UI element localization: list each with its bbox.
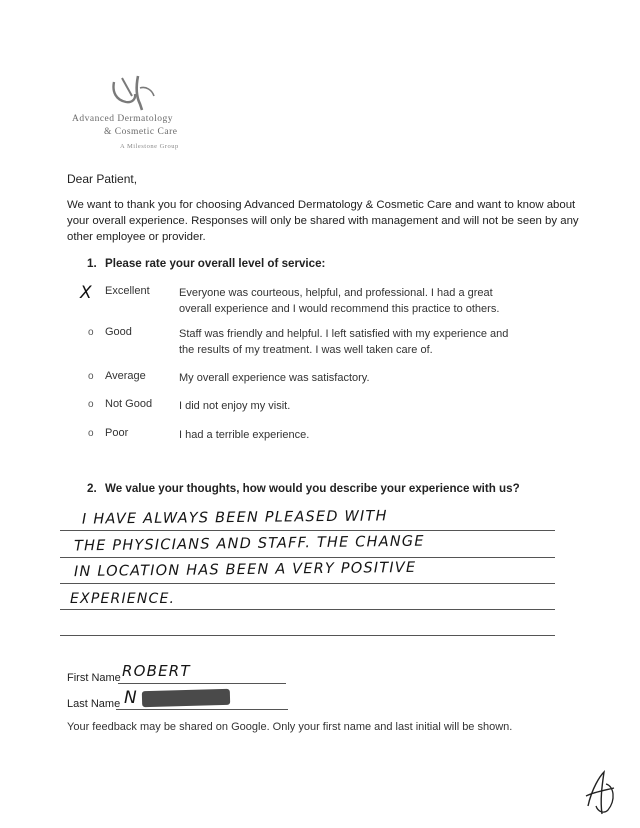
option-good-radio[interactable]: o [88,327,94,338]
option-good-desc: Staff was friendly and helpful. I left satisfied with my experience and the results of my treatment. I was well taken care of. [179,328,509,356]
option-excellent-desc: Everyone was courteous, helpful, and professional. I had a great overall experience and I would recommend this practice to others. [179,287,500,315]
option-not-good-radio[interactable]: o [88,399,94,410]
answer-line-1[interactable]: I HAVE ALWAYS BEEN PLEASED WITH [81,508,388,528]
option-good-label: Good [105,326,132,338]
option-not-good-desc: I did not enjoy my visit. [179,400,291,412]
answer-line-3[interactable]: IN LOCATION HAS BEEN A VERY POSITIVE [73,559,417,581]
greeting: Dear Patient, [67,172,138,186]
first-name-value[interactable]: ROBERT [122,662,191,680]
option-poor-label: Poor [105,427,129,439]
last-name-label: Last Name [67,698,121,710]
option-average-label: Average [105,370,146,382]
logo-text-line1: Advanced Dermatology [72,114,174,124]
answer-rule-1 [60,530,555,531]
logo-text-line2: & Cosmetic Care [104,127,178,137]
intro-paragraph: We want to thank you for choosing Advanced Dermatology & Cosmetic Care and want to know about your overall experience. Responses will only be shared with management and will not be seen by any other employee or provider. [67,199,579,243]
option-poor-desc: I had a terrible experience. [179,429,310,441]
logo-mark-icon [102,72,162,114]
last-name-rule [116,709,288,710]
question2-number: 2. [87,482,97,495]
initials-scribble-icon [580,766,620,822]
answer-rule-2 [60,557,555,558]
redaction-bar [142,689,230,707]
question1-number: 1. [87,257,97,270]
option-excellent-label: Excellent [105,285,150,297]
question1-text: Please rate your overall level of service: [105,257,326,270]
answer-rule-5 [60,635,555,636]
answer-line-2[interactable]: THE PHYSICIANS AND STAFF. THE CHANGE [73,533,425,555]
option-not-good-label: Not Good [105,398,153,410]
answer-rule-3 [60,583,555,584]
footer-note: Your feedback may be shared on Google. Only your first name and last initial will be shown. [67,721,513,733]
answer-line-4[interactable]: EXPERIENCE. [70,591,176,607]
option-poor-radio[interactable]: o [88,428,94,439]
excellent-selected-mark[interactable]: X [80,283,92,303]
answer-rule-4 [60,609,555,610]
question2-text: We value your thoughts, how would you describe your experience with us? [105,482,520,495]
option-average-desc: My overall experience was satisfactory. [179,372,370,384]
last-name-initial[interactable]: N [124,688,138,708]
option-average-radio[interactable]: o [88,371,94,382]
logo-tagline: A Milestone Group [120,143,179,150]
first-name-label: First Name [67,672,121,684]
first-name-rule [118,683,286,684]
